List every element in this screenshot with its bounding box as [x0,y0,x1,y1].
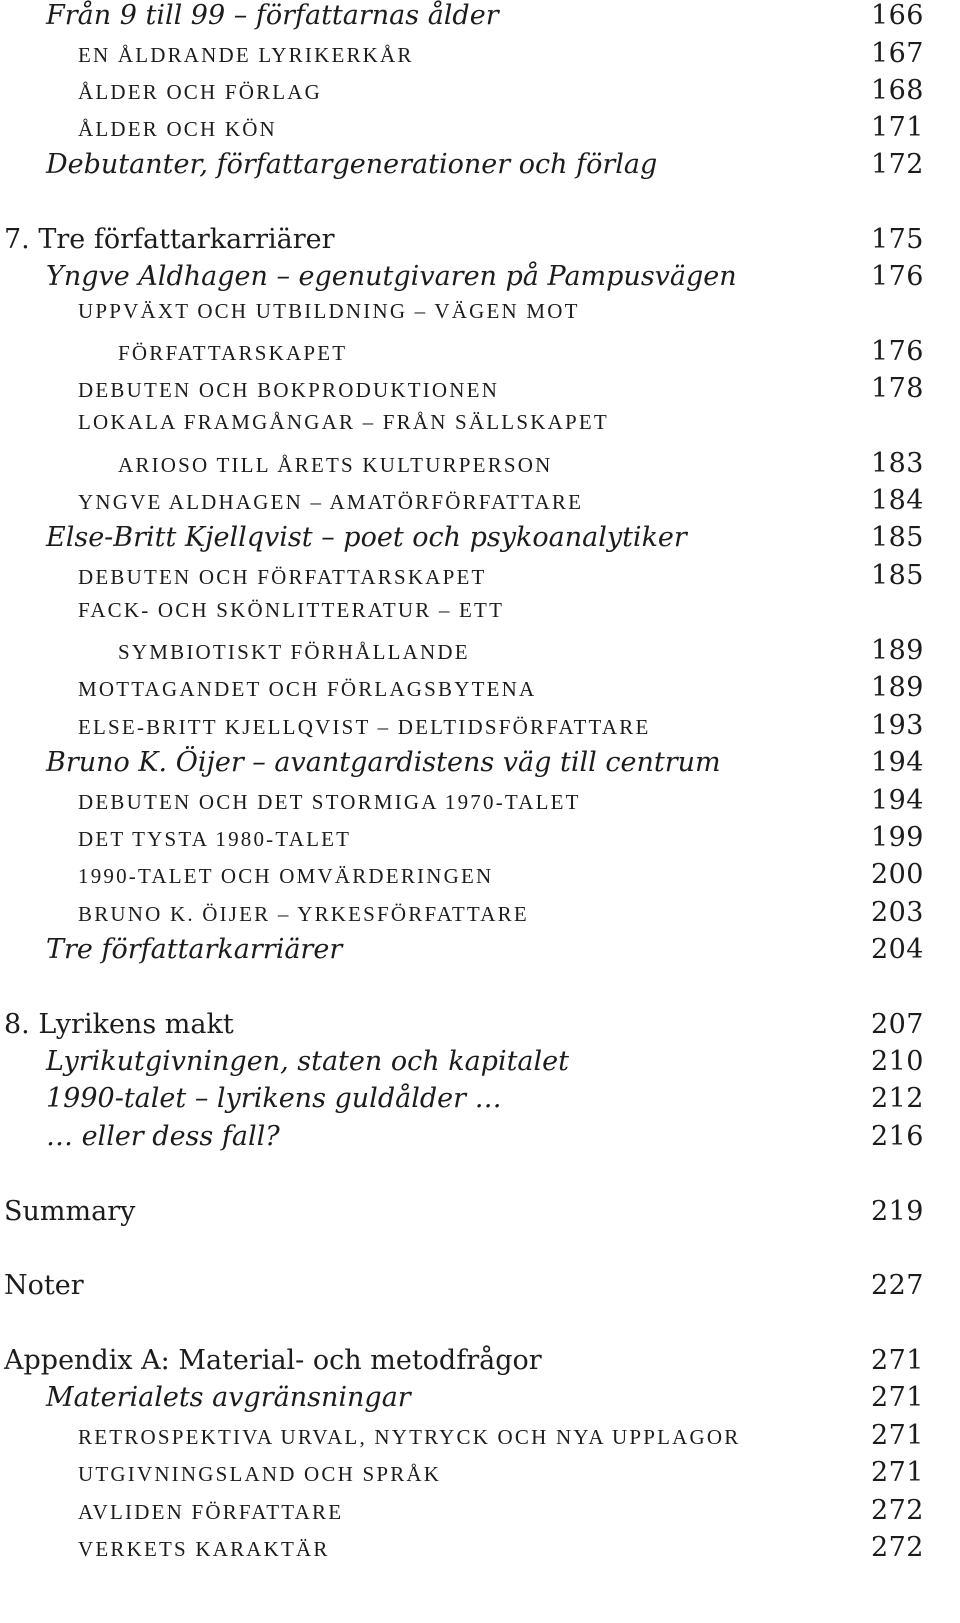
toc-entry-title: FACK- OCH SKÖNLITTERATUR – ETT [78,598,505,622]
toc-entry-section [46,522,924,560]
toc-entry-title: Materialets avgränsningar [46,1382,411,1413]
toc-page-number: 272 [870,1532,924,1563]
toc-entry-title: 1990-talet – lyrikens guldålder … [46,1083,502,1114]
toc-entry-sub [78,485,924,523]
toc-entry-sub [78,822,924,860]
toc-page-number: 185 [870,560,924,591]
toc-entry-section [46,1121,924,1159]
toc-entry-title: DEBUTEN OCH FÖRFATTARSKAPET [78,565,487,589]
toc-entry-title: FÖRFATTARSKAPET [118,341,348,365]
toc-entry-sub [78,785,924,823]
toc-page-number: 200 [870,859,924,890]
toc-entry-title: LOKALA FRAMGÅNGAR – FRÅN SÄLLSKAPET [78,410,609,434]
toc-entry-title: UPPVÄXT OCH UTBILDNING – VÄGEN MOT [78,299,580,323]
toc-page-number: 216 [870,1121,924,1152]
toc-entry-sub [78,75,924,113]
toc-page-number: 172 [870,149,924,180]
toc-entry-title: YNGVE ALDHAGEN – AMATÖRFÖRFATTARE [78,490,584,514]
toc-entry-title: BRUNO K. ÖIJER – YRKESFÖRFATTARE [78,902,529,926]
toc-entry-chapter [4,1196,924,1234]
toc-page-number: 171 [870,112,924,143]
toc-entry-title: DEBUTEN OCH BOKPRODUKTIONEN [78,378,500,402]
toc-entry-title: 8. Lyrikens makt [4,1009,234,1040]
toc-entry-title: Appendix A: Material- och metodfrågor [4,1345,542,1376]
toc-page-number: 204 [870,934,924,965]
toc-page-number: 176 [870,336,924,367]
toc-entry-title: 1990-TALET OCH OMVÄRDERINGEN [78,864,494,888]
toc-entry-title: Debutanter, författargenerationer och förlag [46,149,658,180]
toc-page-number: 227 [870,1270,924,1301]
toc-entry-title: MOTTAGANDET OCH FÖRLAGSBYTENA [78,677,537,701]
toc-entry-title: Yngve Aldhagen – egenutgivaren på Pampusvägen [46,261,737,292]
toc-entry-chapter [4,1270,924,1308]
toc-entry-sub [78,710,924,748]
toc-entry-cont [118,635,924,673]
toc-entry-sub [78,598,924,636]
toc-entry-sub [78,1457,924,1495]
toc-entry-sub [78,1532,924,1570]
toc-page-number: 272 [870,1495,924,1526]
toc-entry-title: ÅLDER OCH KÖN [78,117,277,141]
toc-entry-sub [78,410,924,448]
toc-entry-title: DEBUTEN OCH DET STORMIGA 1970-TALET [78,790,581,814]
toc-page-number: 203 [870,897,924,928]
toc-entry-title: ARIOSO TILL ÅRETS KULTURPERSON [118,453,553,477]
toc-entry-title: ÅLDER OCH FÖRLAG [78,80,323,104]
toc-entry-title: AVLIDEN FÖRFATTARE [78,1500,344,1524]
toc-page-number: 219 [870,1196,924,1227]
toc-entry-chapter [4,1009,924,1047]
toc-entry-section [46,149,924,187]
toc-page-number: 194 [870,747,924,778]
toc-page-number: 271 [870,1420,924,1451]
toc-page-number: 166 [870,0,924,31]
toc-entry-sub [78,560,924,598]
toc-page-number: 271 [870,1457,924,1488]
toc-page-number: 178 [870,373,924,404]
toc-entry-title: Lyrikutgivningen, staten och kapitalet [46,1046,569,1077]
toc-entry-section [46,1046,924,1084]
toc-page-number: 194 [870,785,924,816]
toc-entry-title: DET TYSTA 1980-TALET [78,827,352,851]
toc-entry-cont [118,448,924,486]
toc-entry-title: Tre författarkarriärer [46,934,343,965]
toc-page-number: 271 [870,1382,924,1413]
toc-page-number: 175 [870,224,924,255]
toc-entry-title: SYMBIOTISKT FÖRHÅLLANDE [118,640,470,664]
toc-page-number: 199 [870,822,924,853]
toc-entry-chapter [4,1345,924,1383]
toc-entry-sub [78,1420,924,1458]
toc-page-number: 184 [870,485,924,516]
toc-entry-sub [78,112,924,150]
toc-entry-title: Bruno K. Öijer – avantgardistens väg till centrum [46,747,721,778]
toc-page-number: 271 [870,1345,924,1376]
toc-page-number: 212 [870,1083,924,1114]
toc-entry-section [46,747,924,785]
toc-entry-title: ELSE-BRITT KJELLQVIST – DELTIDSFÖRFATTARE [78,715,651,739]
toc-entry-section [46,934,924,972]
toc-entry-section [46,1083,924,1121]
toc-entry-sub [78,373,924,411]
toc-page-number: 193 [870,710,924,741]
toc-page-number: 183 [870,448,924,479]
toc-page-number: 210 [870,1046,924,1077]
toc-entry-title: RETROSPEKTIVA URVAL, NYTRYCK OCH NYA UPPLAGOR [78,1425,741,1449]
toc-entry-title: … eller dess fall? [46,1121,280,1152]
toc-page-number: 176 [870,261,924,292]
toc-entry-title: 7. Tre författarkarriärer [4,224,335,255]
toc-entry-chapter [4,224,924,262]
toc-entry-section [46,261,924,299]
toc-page-number: 168 [870,75,924,106]
toc-entry-title: UTGIVNINGSLAND OCH SPRÅK [78,1462,442,1486]
toc-page-number: 167 [870,38,924,69]
toc-entry-title: Summary [4,1196,136,1227]
toc-entry-sub [78,38,924,76]
toc-entry-sub [78,299,924,337]
toc-page-number: 185 [870,522,924,553]
toc-page-number: 189 [870,635,924,666]
toc-entry-title: Noter [4,1270,84,1301]
toc-entry-cont [118,336,924,374]
toc-page-number: 207 [870,1009,924,1040]
toc-entry-sub [78,672,924,710]
toc-entry-title: EN ÅLDRANDE LYRIKERKÅR [78,43,414,67]
toc-entry-sub [78,859,924,897]
toc-entry-sub [78,897,924,935]
toc-page-number: 189 [870,672,924,703]
toc-entry-title: VERKETS KARAKTÄR [78,1537,330,1561]
toc-entry-section [46,0,924,38]
toc-entry-section [46,1382,924,1420]
toc-entry-title: Else-Britt Kjellqvist – poet och psykoanalytiker [46,522,687,553]
toc-entry-sub [78,1495,924,1533]
toc-entry-title: Från 9 till 99 – författarnas ålder [46,0,499,31]
